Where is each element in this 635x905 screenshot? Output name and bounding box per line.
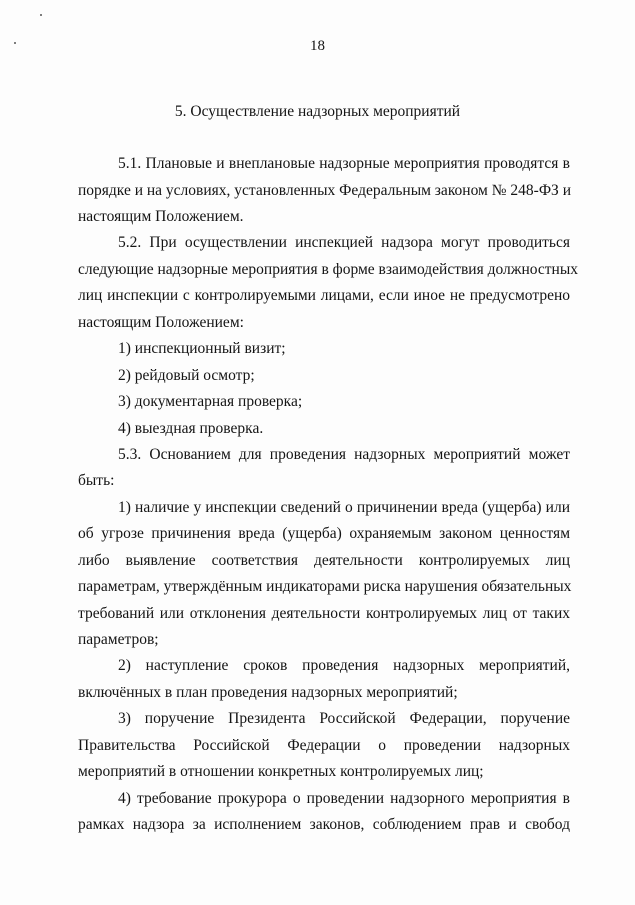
paragraph-line: лиц инспекции с контролируемыми лицами, если иное не предусмотрено xyxy=(78,287,570,304)
paragraph-line: порядке и на условиях, установленных Федеральным законом № 248-ФЗ и xyxy=(78,182,571,199)
paragraph-line: 4) требование прокурора о проведении надзорного мероприятия в xyxy=(118,790,570,807)
paragraph-line: либо выявление соответствия деятельности контролируемых лиц xyxy=(78,552,570,569)
scan-speck xyxy=(40,14,42,16)
paragraph-line: параметров; xyxy=(78,631,159,648)
list-item: 3) документарная проверка; xyxy=(118,393,303,410)
paragraph-line: быть: xyxy=(78,472,115,489)
paragraph-line: настоящим Положением: xyxy=(78,314,244,331)
paragraph-line: 5.1. Плановые и внеплановые надзорные мероприятия проводятся в xyxy=(118,155,570,172)
list-item: 1) инспекционный визит; xyxy=(118,340,286,357)
paragraph-line: мероприятий в отношении конкретных контролируемых лиц; xyxy=(78,763,484,780)
section-title: 5. Осуществление надзорных мероприятий xyxy=(174,103,461,120)
paragraph-line: 5.2. При осуществлении инспекцией надзора могут проводиться xyxy=(118,234,570,251)
paragraph-line: об угрозе причинения вреда (ущерба) охраняемым законом ценностям xyxy=(78,525,570,542)
paragraph-line: 3) поручение Президента Российской Федерации, поручение xyxy=(118,710,570,727)
paragraph-line: включённых в план проведения надзорных мероприятий; xyxy=(78,684,458,701)
page-number: 18 xyxy=(310,38,325,54)
paragraph-line: 5.3. Основанием для проведения надзорных мероприятий может xyxy=(118,446,570,463)
paragraph-line: Правительства Российской Федерации о проведении надзорных xyxy=(78,737,570,754)
paragraph-line: 1) наличие у инспекции сведений о причинении вреда (ущерба) или xyxy=(118,499,570,516)
paragraph-line: следующие надзорные мероприятия в форме взаимодействия должностных xyxy=(78,261,579,278)
paragraph-line: 2) наступление сроков проведения надзорных мероприятий, xyxy=(118,657,570,674)
paragraph-line: параметрам, утверждённым индикаторами риска нарушения обязательных xyxy=(78,578,572,595)
paragraph-line: настоящим Положением. xyxy=(78,208,244,225)
list-item: 4) выездная проверка. xyxy=(118,420,264,437)
paragraph-line: требований или отклонения деятельности контролируемых лиц от таких xyxy=(78,605,570,622)
list-item: 2) рейдовый осмотр; xyxy=(118,367,255,384)
paragraph-line: рамках надзора за исполнением законов, соблюдением прав и свобод xyxy=(78,816,570,833)
